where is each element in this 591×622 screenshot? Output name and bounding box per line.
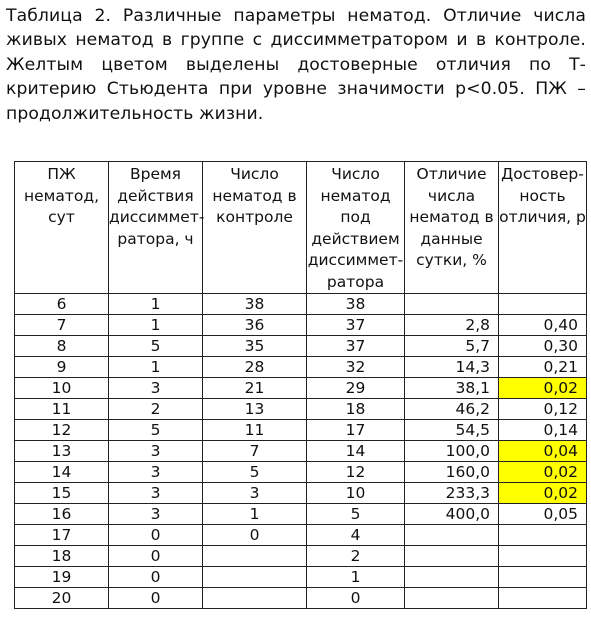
- cell-p: 0,12: [499, 399, 587, 420]
- cell-diff: 14,3: [405, 357, 499, 378]
- cell-day: 18: [15, 546, 109, 567]
- cell-control: [203, 567, 307, 588]
- table-row: [15, 567, 587, 588]
- cell-time: 0: [109, 567, 203, 588]
- table-body: [15, 294, 587, 609]
- cell-diff: [405, 525, 499, 546]
- cell-treated: 4: [307, 525, 405, 546]
- cell-control: 28: [203, 357, 307, 378]
- cell-day: 19: [15, 567, 109, 588]
- cell-p: 0,21: [499, 357, 587, 378]
- cell-time: 5: [109, 420, 203, 441]
- cell-control: 7: [203, 441, 307, 462]
- cell-p: 0,02: [499, 483, 587, 504]
- cell-p: 0,02: [499, 462, 587, 483]
- header-treated: Число нематод под действием диссиммет-ратора: [307, 162, 405, 294]
- cell-diff: [405, 567, 499, 588]
- table-row: [15, 294, 587, 315]
- cell-day: 6: [15, 294, 109, 315]
- cell-time: 0: [109, 546, 203, 567]
- cell-time: 1: [109, 315, 203, 336]
- cell-day: 17: [15, 525, 109, 546]
- cell-time: 3: [109, 504, 203, 525]
- cell-treated: 37: [307, 336, 405, 357]
- header-time: Время действия диссиммет-ратора, ч: [109, 162, 203, 294]
- cell-day: 14: [15, 462, 109, 483]
- cell-time: 3: [109, 441, 203, 462]
- cell-control: 1: [203, 504, 307, 525]
- table-row: [15, 357, 587, 378]
- cell-diff: [405, 546, 499, 567]
- cell-control: 38: [203, 294, 307, 315]
- cell-treated: 2: [307, 546, 405, 567]
- cell-p: 0,05: [499, 504, 587, 525]
- cell-p: [499, 525, 587, 546]
- table-row: [15, 441, 587, 462]
- cell-diff: [405, 588, 499, 609]
- cell-day: 7: [15, 315, 109, 336]
- cell-day: 15: [15, 483, 109, 504]
- cell-diff: 2,8: [405, 315, 499, 336]
- table-row: [15, 588, 587, 609]
- cell-treated: 12: [307, 462, 405, 483]
- cell-p: [499, 567, 587, 588]
- cell-treated: 1: [307, 567, 405, 588]
- cell-day: 12: [15, 420, 109, 441]
- cell-day: 9: [15, 357, 109, 378]
- cell-p: 0,02: [499, 378, 587, 399]
- cell-diff: 160,0: [405, 462, 499, 483]
- table-row: [15, 462, 587, 483]
- table-row: [15, 483, 587, 504]
- cell-p: [499, 546, 587, 567]
- cell-time: 3: [109, 378, 203, 399]
- cell-time: 0: [109, 525, 203, 546]
- table-row: [15, 378, 587, 399]
- table-row: [15, 504, 587, 525]
- cell-day: 11: [15, 399, 109, 420]
- cell-diff: 100,0: [405, 441, 499, 462]
- header-control: Число нематод в контроле: [203, 162, 307, 294]
- cell-treated: 29: [307, 378, 405, 399]
- cell-treated: 0: [307, 588, 405, 609]
- cell-p: [499, 588, 587, 609]
- cell-treated: 5: [307, 504, 405, 525]
- cell-time: 5: [109, 336, 203, 357]
- cell-day: 20: [15, 588, 109, 609]
- cell-day: 13: [15, 441, 109, 462]
- table-row: [15, 336, 587, 357]
- cell-time: 1: [109, 357, 203, 378]
- table-row: [15, 399, 587, 420]
- cell-control: [203, 546, 307, 567]
- cell-time: 1: [109, 294, 203, 315]
- table-row: [15, 315, 587, 336]
- header-row: [15, 162, 587, 294]
- nematode-table: [14, 161, 587, 609]
- cell-p: 0,40: [499, 315, 587, 336]
- cell-day: 16: [15, 504, 109, 525]
- cell-diff: 400,0: [405, 504, 499, 525]
- cell-diff: 38,1: [405, 378, 499, 399]
- header-p: Достовер-ность отличия, р: [499, 162, 587, 294]
- cell-treated: 32: [307, 357, 405, 378]
- table-caption: Таблица 2. Различные параметры нематод. Отличие числа живых нематод в группе с диссимметратором и в контроле. Желтым цветом выделены достоверные отличия по Т-критерию Стьюдента при уровне значимости p<0.05. ПЖ – продолжительность жизни.: [6, 6, 586, 124]
- cell-control: [203, 588, 307, 609]
- cell-control: 11: [203, 420, 307, 441]
- cell-p: [499, 294, 587, 315]
- cell-day: 10: [15, 378, 109, 399]
- cell-treated: 18: [307, 399, 405, 420]
- cell-control: 13: [203, 399, 307, 420]
- cell-diff: [405, 294, 499, 315]
- cell-p: 0,14: [499, 420, 587, 441]
- table-row: [15, 546, 587, 567]
- cell-control: 0: [203, 525, 307, 546]
- cell-treated: 17: [307, 420, 405, 441]
- header-diff: Отличие числа нематод в данные сутки, %: [405, 162, 499, 294]
- cell-diff: 5,7: [405, 336, 499, 357]
- cell-diff: 54,5: [405, 420, 499, 441]
- cell-diff: 46,2: [405, 399, 499, 420]
- cell-time: 3: [109, 483, 203, 504]
- cell-treated: 14: [307, 441, 405, 462]
- cell-control: 36: [203, 315, 307, 336]
- table-row: [15, 420, 587, 441]
- cell-diff: 233,3: [405, 483, 499, 504]
- cell-time: 2: [109, 399, 203, 420]
- cell-control: 3: [203, 483, 307, 504]
- cell-p: 0,30: [499, 336, 587, 357]
- header-day: ПЖ нематод, сут: [15, 162, 109, 294]
- cell-control: 35: [203, 336, 307, 357]
- cell-day: 8: [15, 336, 109, 357]
- cell-control: 5: [203, 462, 307, 483]
- cell-treated: 37: [307, 315, 405, 336]
- cell-p: 0,04: [499, 441, 587, 462]
- cell-time: 0: [109, 588, 203, 609]
- cell-treated: 38: [307, 294, 405, 315]
- cell-control: 21: [203, 378, 307, 399]
- cell-treated: 10: [307, 483, 405, 504]
- cell-time: 3: [109, 462, 203, 483]
- table-row: [15, 525, 587, 546]
